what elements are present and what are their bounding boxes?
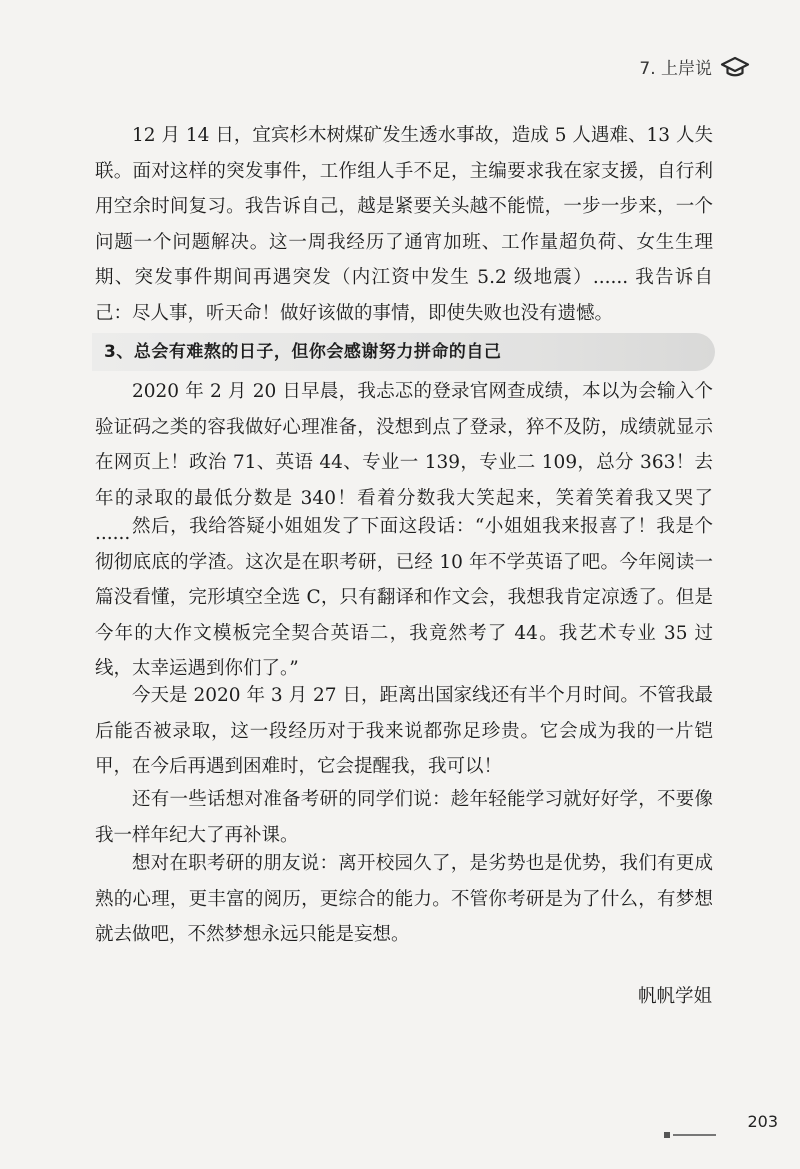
graduation-cap-icon	[720, 55, 750, 79]
author-signature: 帆帆学姐	[637, 986, 712, 1007]
page-number: 203	[747, 1112, 778, 1131]
footer-decoration	[664, 1132, 716, 1138]
chapter-title: 7. 上岸说	[639, 59, 712, 79]
body-paragraph: 想对在职考研的朋友说：离开校园久了，是劣势也是优势，我们有更成熟的心理，更丰富的阅历，更综合的能力。不管你考研是为了什么，有梦想就去做吧，不然梦想永远只能是妄想。	[95, 853, 713, 945]
body-paragraph: 然后，我给答疑小姐姐发了下面这段话：“小姐姐我来报喜了！我是个彻彻底底的学渣。这次是在职考研，已经 10 年不学英语了吧。今年阅读一篇没看懂，完形填空全选 C，只有翻译和作文会，我想我肯定凉透了。但是今年的大作文模板完全契合英语二，我竟然考了 44。我艺术专业 35 过线，太幸运遇到你们了。”	[95, 516, 713, 679]
body-paragraph: 12 月 14 日，宜宾杉木树煤矿发生透水事故，造成 5 人遇难、13 人失联。面对这样的突发事件，工作组人手不足，主编要求我在家支援，自行利用空余时间复习。我告诉自己，越是紧要关头越不能慌，一步一步来，一个问题一个问题解决。这一周我经历了通宵加班、工作量超负荷、女生生理期、突发事件期间再遇突发（内江资中发生 5.2 级地震）...... 我告诉自己：尽人事，听天命！做好该做的事情，即使失败也没有遗憾。	[95, 125, 713, 324]
body-paragraph: 2020 年 2 月 20 日早晨，我忐忑的登录官网查成绩，本以为会输入个验证码之类的容我做好心理准备，没想到点了登录，猝不及防，成绩就显示在网页上！政治 71、英语 44、专业一 139，专业二 109，总分 363！去年的录取的最低分数是 340！看着分数我大笑起来，笑着笑着我又哭了 ......	[95, 381, 713, 544]
body-paragraph: 还有一些话想对准备考研的同学们说：趁年轻能学习就好好学，不要像我一样年纪大了再补课。	[95, 789, 713, 846]
body-paragraph: 今天是 2020 年 3 月 27 日，距离出国家线还有半个月时间。不管我最后能否被录取，这一段经历对于我来说都弥足珍贵。它会成为我的一片铠甲，在今后再遇到困难时，它会提醒我，我可以！	[95, 685, 713, 777]
section-heading: 3、总会有难熬的日子，但你会感谢努力拼命的自己	[104, 342, 502, 362]
page-header	[639, 54, 750, 79]
